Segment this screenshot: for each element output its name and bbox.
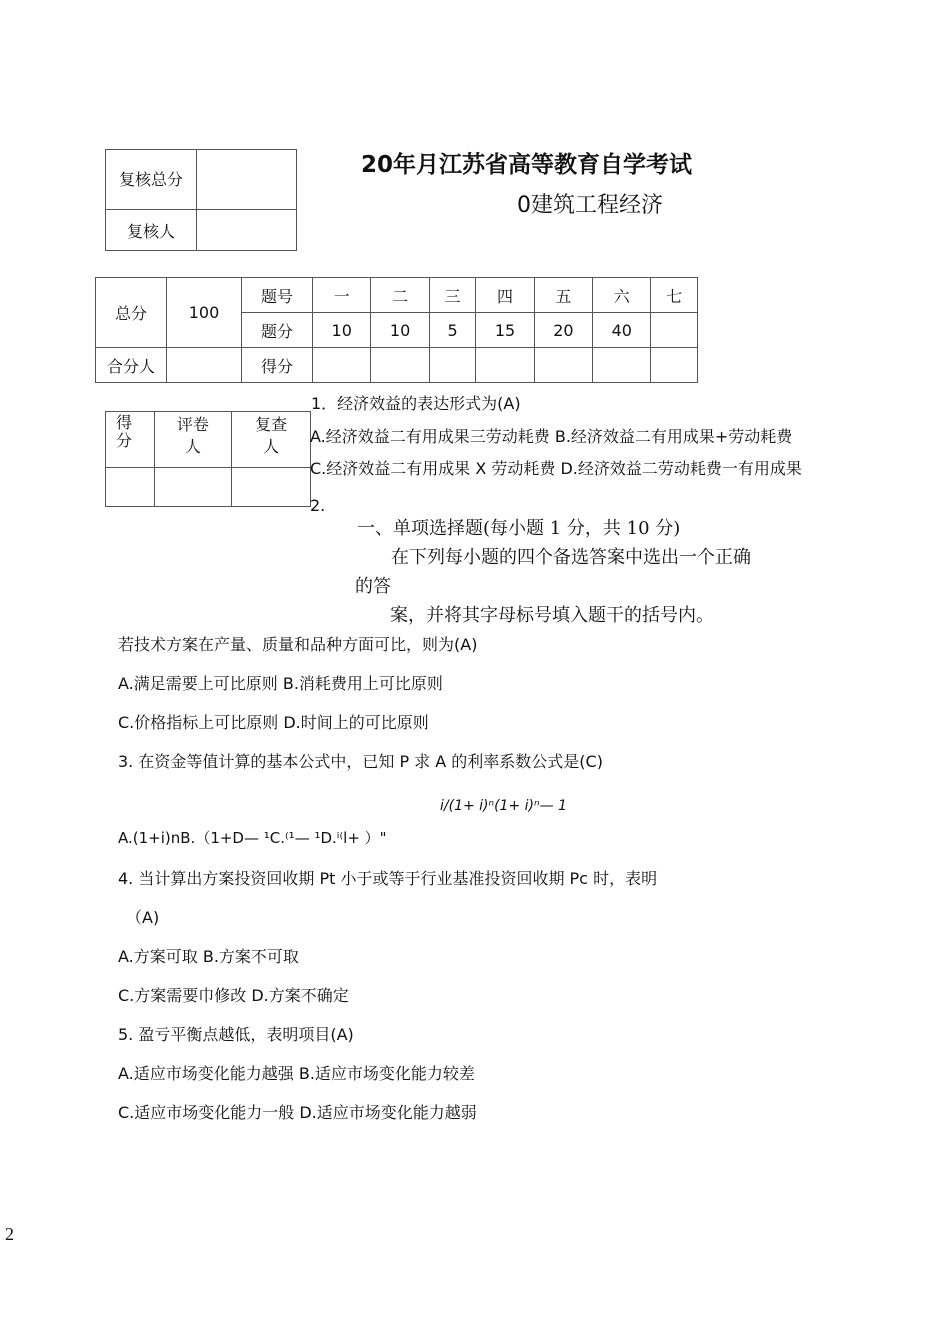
q2-number: 2. xyxy=(310,496,326,515)
q2-options-ab: A.满足需要上可比原则 B.消耗费用上可比原则 xyxy=(118,674,443,693)
question-points-cell xyxy=(651,313,698,348)
question-number-cell: 一 xyxy=(313,278,371,313)
review-box xyxy=(105,149,297,251)
grader-value xyxy=(154,468,232,507)
section-instruction-2: 的答 xyxy=(355,576,391,597)
q4-stem: 4. 当计算出方案投资回收期 Pt 小于或等于行业基准投资回收期 Pc 时，表明 xyxy=(118,869,658,888)
q5-stem: 5. 盈亏平衡点越低，表明项目(A) xyxy=(118,1025,354,1044)
question-points-cell: 10 xyxy=(371,313,429,348)
score-cell xyxy=(476,348,534,383)
q2-stem: 若技术方案在产量、质量和品种方面可比，则为(A) xyxy=(118,635,478,654)
section-instruction-3: 案，并将其字母标号填入题干的括号内。 xyxy=(390,605,714,626)
grader-box xyxy=(105,411,311,507)
question-number-label: 题号 xyxy=(242,278,313,313)
reviewer-label: 复核人 xyxy=(106,210,197,251)
q1-stem: 1．经济效益的表达形式为(A) xyxy=(311,394,521,413)
review-total-label: 复核总分 xyxy=(106,150,197,210)
page-title: 20年月江苏省高等教育自学考试 xyxy=(361,152,693,178)
q4-options-cd: C.方案需要巾修改 D.方案不确定 xyxy=(118,986,349,1005)
score-cell xyxy=(371,348,429,383)
score-table xyxy=(95,277,698,383)
q3-options: A.(1+i)nB.（1+D— ¹C.⁽¹— ¹D.ⁱ⁽l+ ）" xyxy=(118,829,387,847)
question-number-cell: 二 xyxy=(371,278,429,313)
score-cell xyxy=(429,348,476,383)
score-cell xyxy=(593,348,651,383)
page-number: 2 xyxy=(5,1224,14,1244)
total-label: 总分 xyxy=(96,278,167,348)
question-number-cell: 五 xyxy=(534,278,592,313)
q1-options-cd: C.经济效益二有用成果 X 劳动耗费 D.经济效益二劳动耗费一有用成果 xyxy=(310,459,802,478)
question-points-cell: 40 xyxy=(593,313,651,348)
question-number-cell: 四 xyxy=(476,278,534,313)
page-subtitle: 0建筑工程经济 xyxy=(517,193,663,218)
grader-score-label: 得分 xyxy=(106,412,155,468)
score-cell xyxy=(651,348,698,383)
score-row-label: 得分 xyxy=(242,348,313,383)
q2-options-cd: C.价格指标上可比原则 D.时间上的可比原则 xyxy=(118,713,429,732)
grader-score-value xyxy=(106,468,155,507)
question-points-cell: 15 xyxy=(476,313,534,348)
question-number-cell: 七 xyxy=(651,278,698,313)
score-cell xyxy=(313,348,371,383)
question-points-label: 题分 xyxy=(242,313,313,348)
section-heading: 一、单项选择题(每小题 1 分，共 10 分) xyxy=(357,518,681,539)
checker-label: 复查人 xyxy=(232,412,311,468)
q5-options-cd: C.适应市场变化能力一般 D.适应市场变化能力越弱 xyxy=(118,1103,477,1122)
score-cell xyxy=(534,348,592,383)
question-number-cell: 三 xyxy=(429,278,476,313)
review-total-value xyxy=(197,150,297,210)
total-value: 100 xyxy=(167,278,242,348)
combiner-value xyxy=(167,348,242,383)
q4-answer: （A) xyxy=(126,908,160,927)
question-points-cell: 20 xyxy=(534,313,592,348)
q5-options-ab: A.适应市场变化能力越强 B.适应市场变化能力较差 xyxy=(118,1064,475,1083)
q3-formula-top: i/(1+ i)ⁿ(1+ i)ⁿ— 1 xyxy=(440,798,567,814)
q4-options-ab: A.方案可取 B.方案不可取 xyxy=(118,947,299,966)
question-points-cell: 5 xyxy=(429,313,476,348)
q1-options-ab: A.经济效益二有用成果三劳动耗费 B.经济效益二有用成果+劳动耗费 xyxy=(310,427,793,446)
combiner-label: 合分人 xyxy=(96,348,167,383)
section-instruction-1: 在下列每小题的四个备选答案中选出一个正确 xyxy=(391,547,751,568)
checker-value xyxy=(232,468,311,507)
grader-label: 评卷人 xyxy=(154,412,232,468)
question-points-cell: 10 xyxy=(313,313,371,348)
q3-stem: 3. 在资金等值计算的基本公式中，已知 P 求 A 的利率系数公式是(C) xyxy=(118,752,603,771)
question-number-cell: 六 xyxy=(593,278,651,313)
reviewer-value xyxy=(197,210,297,251)
